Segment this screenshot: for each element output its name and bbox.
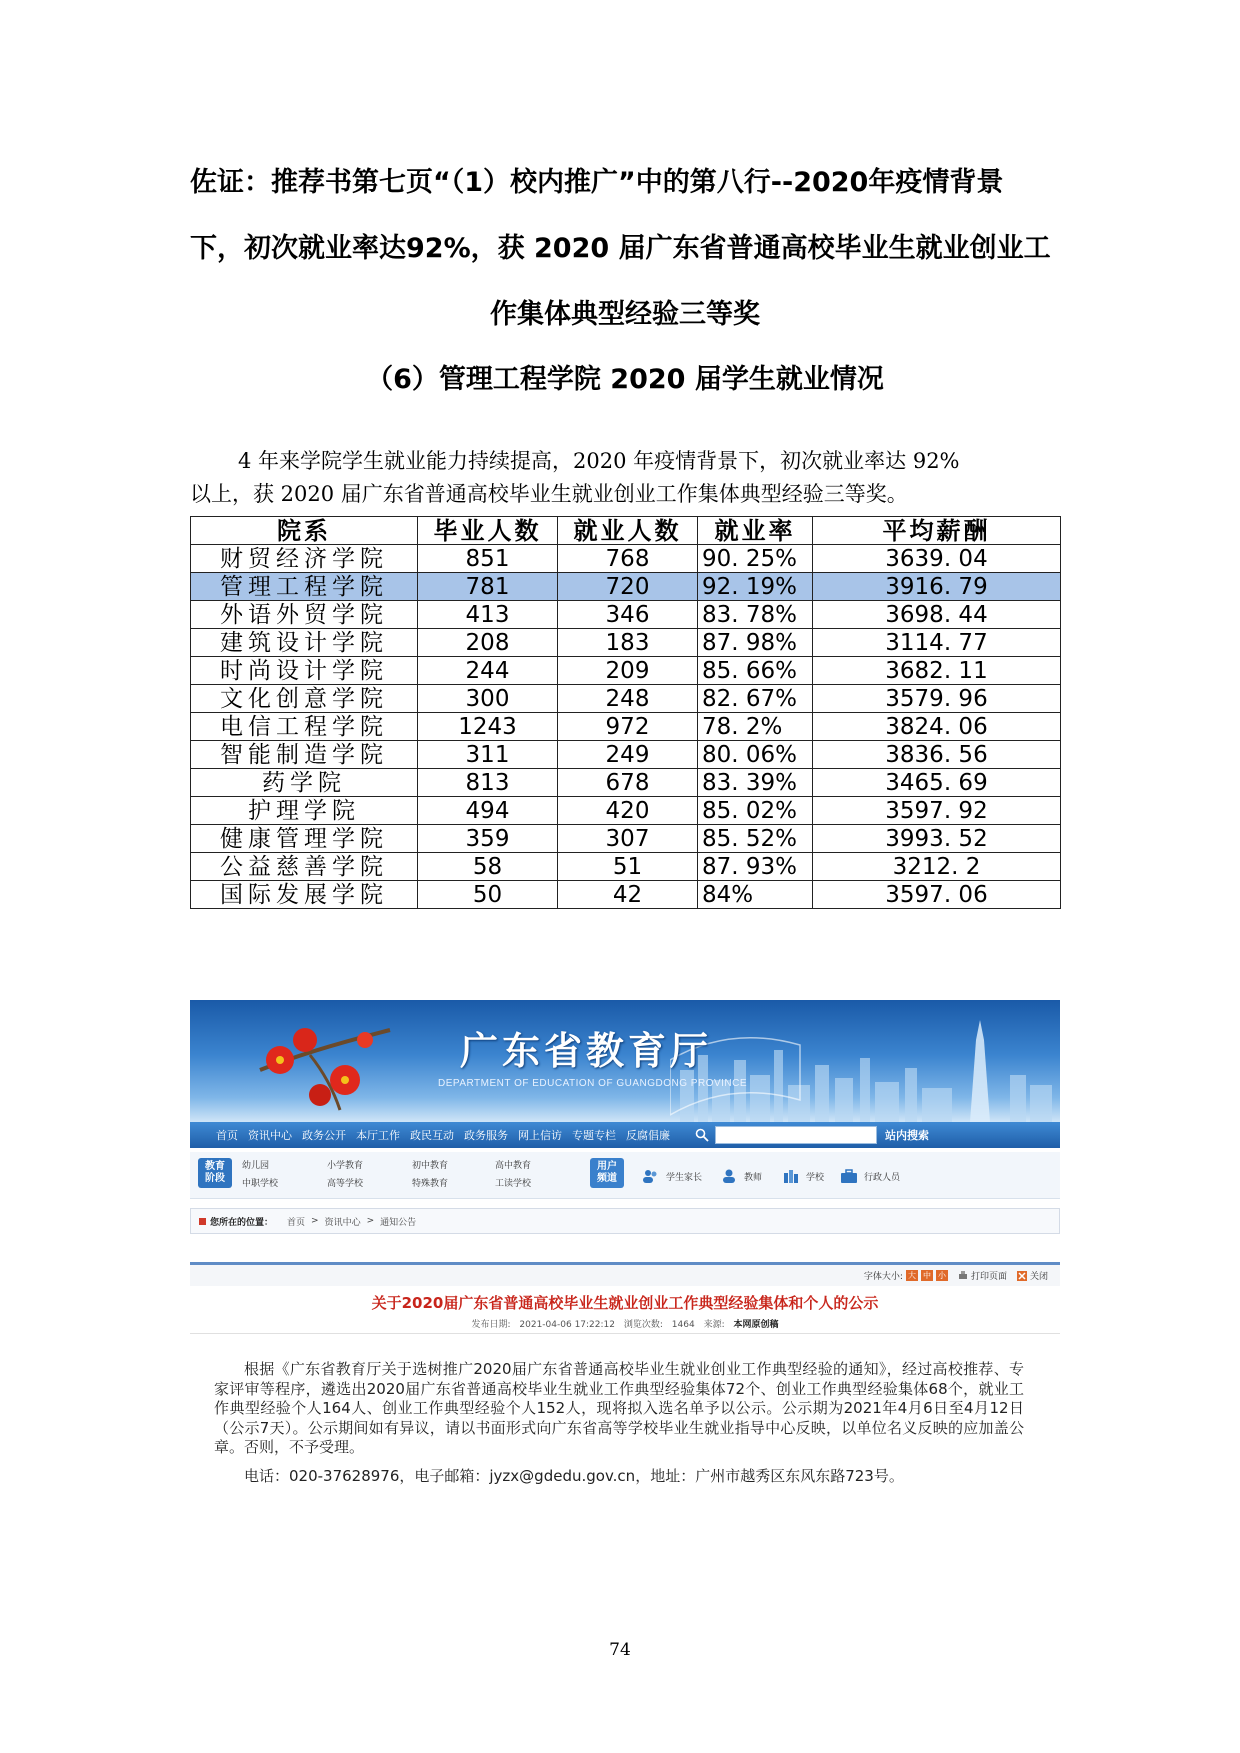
cell-graduates: 781 [418, 573, 558, 601]
search-icon[interactable] [695, 1128, 709, 1142]
table-row [191, 685, 1061, 713]
cell-college: 时尚设计学院 [191, 657, 418, 685]
cell-employment-rate: 82. 67% [698, 685, 813, 713]
font-size-label: 字体大小: [863, 1272, 903, 1282]
cell-average-salary: 3597. 06 [813, 881, 1061, 909]
header-average-salary: 平均薪酬 [813, 517, 1061, 545]
header-graduates: 毕业人数 [418, 517, 558, 545]
site-subtitle: DEPARTMENT OF EDUCATION OF GUANGDONG PROVINCE [438, 1078, 748, 1089]
cell-employed: 720 [558, 573, 698, 601]
cell-college: 药学院 [191, 769, 418, 797]
table-row [191, 769, 1061, 797]
cell-employed: 420 [558, 797, 698, 825]
cell-average-salary: 3579. 96 [813, 685, 1061, 713]
chevron-right-icon: > [366, 1216, 375, 1226]
nav-dept-work[interactable]: 本厅工作 [356, 1129, 400, 1142]
cell-average-salary: 3597. 92 [813, 797, 1061, 825]
font-size-small-button[interactable]: 小 [937, 1271, 946, 1280]
cell-graduates: 413 [418, 601, 558, 629]
font-size-medium-button[interactable]: 中 [922, 1271, 931, 1280]
cell-average-salary: 3698. 44 [813, 601, 1061, 629]
role-parents-label: 学生家长 [666, 1172, 703, 1183]
breadcrumb-bar [190, 1208, 1060, 1234]
cell-graduates: 244 [418, 657, 558, 685]
cell-average-salary: 3836. 56 [813, 741, 1061, 769]
nav-home[interactable]: 首页 [216, 1129, 238, 1142]
nav-anticorruption[interactable]: 反腐倡廉 [626, 1129, 670, 1142]
cell-employment-rate: 85. 66% [698, 657, 813, 685]
link-kindergarten[interactable]: 幼儿园 [242, 1161, 270, 1171]
cell-employment-rate: 78. 2% [698, 713, 813, 741]
breadcrumb-notices[interactable]: 通知公告 [380, 1217, 417, 1228]
link-junior-high[interactable]: 初中教育 [412, 1161, 449, 1171]
table-header-row [191, 517, 1061, 545]
city-skyline-icon [670, 1020, 1060, 1122]
close-button[interactable]: 关闭 [1029, 1272, 1048, 1282]
cell-college: 财贸经济学院 [191, 545, 418, 573]
cell-average-salary: 3916. 79 [813, 573, 1061, 601]
cell-average-salary: 3682. 11 [813, 657, 1061, 685]
nav-gov-affairs[interactable]: 政务公开 [302, 1129, 346, 1142]
table-row [191, 657, 1061, 685]
users-icon [642, 1169, 660, 1183]
cell-employment-rate: 87. 98% [698, 629, 813, 657]
user-channel-tag: 用户 频道 [590, 1158, 624, 1188]
link-primary-education[interactable]: 小学教育 [327, 1161, 364, 1171]
link-vocational-school[interactable]: 中职学校 [242, 1179, 279, 1189]
cell-employment-rate: 90. 25% [698, 545, 813, 573]
site-banner [190, 1000, 1060, 1122]
table-row [191, 601, 1061, 629]
cell-employment-rate: 92. 19% [698, 573, 813, 601]
cell-college: 外语外贸学院 [191, 601, 418, 629]
notice-title: 关于2020届广东省普通高校毕业生就业创业工作典型经验集体和个人的公示 [371, 1294, 879, 1312]
cell-college: 电信工程学院 [191, 713, 418, 741]
notice-paragraph-1: 根据《广东省教育厅关于选树推广2020届广东省普通高校毕业生就业创业工作典型经验的通知》，经过高校推荐、专家评审等程序，遴选出2020届广东省普通高校毕业生就业工作典型经验集体72个、创业工作典型经验集体68个，就业工作典型经验个人164人、创业工作典型经验个人152人，现将拟入选名单予以公示。公示期为2021年4月6日至4月12日（公示7天）。公示期间如有异议，请以书面形式向广东省高等学校毕业生就业指导中心反映，以单位名义反映的应加盖公章。否则，不予受理。 [214, 1360, 1024, 1456]
cell-employment-rate: 83. 39% [698, 769, 813, 797]
cell-college: 健康管理学院 [191, 825, 418, 853]
table-row [191, 853, 1061, 881]
site-search-button[interactable]: 站内搜索 [885, 1129, 929, 1142]
role-teachers-label: 教师 [744, 1172, 763, 1183]
section-title: （6）管理工程学院 2020 届学生就业情况 [366, 364, 884, 395]
cell-average-salary: 3824. 06 [813, 713, 1061, 741]
cell-employed: 249 [558, 741, 698, 769]
cell-employed: 248 [558, 685, 698, 713]
search-input[interactable] [715, 1126, 877, 1144]
cell-college: 建筑设计学院 [191, 629, 418, 657]
header-employed: 就业人数 [558, 517, 698, 545]
cell-employment-rate: 80. 06% [698, 741, 813, 769]
cell-graduates: 851 [418, 545, 558, 573]
cell-graduates: 300 [418, 685, 558, 713]
cell-college: 国际发展学院 [191, 881, 418, 909]
intro-line-2: 以上，获 2020 届广东省普通高校毕业生就业创业工作集体典型经验三等奖。 [190, 482, 908, 506]
table-row [191, 629, 1061, 657]
school-icon [782, 1169, 800, 1183]
cell-graduates: 50 [418, 881, 558, 909]
cell-average-salary: 3993. 52 [813, 825, 1061, 853]
cell-graduates: 494 [418, 797, 558, 825]
heading-line-1: 佐证：推荐书第七页“（1）校内推广”中的第八行--2020年疫情背景 [190, 167, 1004, 198]
role-schools-label: 学校 [806, 1172, 825, 1183]
header-college: 院系 [191, 517, 418, 545]
cell-average-salary: 3212. 2 [813, 853, 1061, 881]
cell-graduates: 208 [418, 629, 558, 657]
nav-topics[interactable]: 专题专栏 [572, 1129, 616, 1142]
cell-employment-rate: 83. 78% [698, 601, 813, 629]
intro-line-1: 4 年来学院学生就业能力持续提高，2020 年疫情背景下，初次就业率达 92% [238, 449, 960, 473]
table-row [191, 573, 1061, 601]
cell-employed: 183 [558, 629, 698, 657]
cell-employed: 768 [558, 545, 698, 573]
cell-employed: 346 [558, 601, 698, 629]
cell-employed: 51 [558, 853, 698, 881]
role-administrators[interactable] [840, 1169, 900, 1183]
role-administrators-label: 行政人员 [864, 1172, 901, 1183]
kapok-flower-icon [250, 1010, 400, 1120]
close-icon [1017, 1271, 1027, 1281]
link-special-education[interactable]: 特殊教育 [412, 1179, 449, 1189]
main-nav [190, 1122, 1060, 1148]
channel-bar [190, 1152, 1060, 1199]
table-row [191, 825, 1061, 853]
location-label: 您所在的位置： [210, 1217, 274, 1228]
cell-graduates: 58 [418, 853, 558, 881]
cell-college: 管理工程学院 [191, 573, 418, 601]
cell-average-salary: 3639. 04 [813, 545, 1061, 573]
publish-date-label: 发布日期: [471, 1320, 511, 1330]
cell-employment-rate: 85. 02% [698, 797, 813, 825]
notice-paragraph-2: 电话：020-37628976，电子邮箱：jyzx@gdedu.gov.cn，地址：广州市越秀区东风东路723号。 [244, 1466, 904, 1485]
cell-graduates: 1243 [418, 713, 558, 741]
cell-employed: 307 [558, 825, 698, 853]
cell-average-salary: 3465. 69 [813, 769, 1061, 797]
table-row [191, 881, 1061, 909]
role-teachers[interactable] [720, 1169, 762, 1183]
print-icon [958, 1271, 968, 1281]
link-work-study-school[interactable]: 工读学校 [495, 1179, 532, 1189]
heading-line-3: 作集体典型经验三等奖 [490, 299, 760, 330]
notice-body [214, 1360, 1024, 1495]
site-title: 广东省教育厅 [460, 1029, 713, 1073]
divider [190, 1333, 1060, 1334]
table-row [191, 741, 1061, 769]
print-button[interactable]: 打印页面 [970, 1272, 1007, 1282]
nav-interaction[interactable]: 政民互动 [410, 1129, 454, 1142]
cell-employment-rate: 85. 52% [698, 825, 813, 853]
font-size-large-button[interactable]: 大 [907, 1271, 916, 1280]
cell-graduates: 359 [418, 825, 558, 853]
briefcase-icon [840, 1169, 858, 1183]
nav-news[interactable]: 资讯中心 [248, 1129, 292, 1142]
role-schools[interactable] [782, 1169, 824, 1183]
cell-employed: 209 [558, 657, 698, 685]
notice-meta [190, 1317, 1060, 1330]
cell-employed: 42 [558, 881, 698, 909]
article-toolbar [190, 1262, 1060, 1286]
heading-line-2: 下，初次就业率达92%，获 2020 届广东省普通高校毕业生就业创业工 [190, 233, 1051, 264]
link-senior-high[interactable]: 高中教育 [495, 1161, 532, 1171]
cell-college: 护理学院 [191, 797, 418, 825]
chevron-right-icon: > [311, 1216, 319, 1226]
education-stage-tag: 教育 阶段 [198, 1158, 232, 1188]
cell-graduates: 311 [418, 741, 558, 769]
source-value: 本网原创稿 [733, 1320, 779, 1330]
page-number: 74 [609, 1640, 631, 1660]
website-screenshot [190, 1000, 1060, 1555]
employment-table [190, 516, 1061, 909]
source-label: 来源: [703, 1320, 725, 1330]
nav-petition[interactable]: 网上信访 [518, 1129, 562, 1142]
breadcrumb-news[interactable]: 资讯中心 [324, 1217, 361, 1228]
location-marker-icon [199, 1218, 206, 1225]
cell-college: 公益慈善学院 [191, 853, 418, 881]
employment-table-container [190, 516, 1060, 909]
table-row [191, 545, 1061, 573]
nav-services[interactable]: 政务服务 [464, 1129, 508, 1142]
cell-employed: 678 [558, 769, 698, 797]
publish-date: 2021-04-06 17:22:12 [519, 1320, 615, 1330]
link-higher-education[interactable]: 高等学校 [327, 1179, 364, 1189]
table-row [191, 797, 1061, 825]
cell-average-salary: 3114. 77 [813, 629, 1061, 657]
cell-college: 智能制造学院 [191, 741, 418, 769]
teacher-icon [720, 1169, 738, 1183]
table-body [191, 545, 1061, 909]
cell-employment-rate: 87. 93% [698, 853, 813, 881]
cell-employed: 972 [558, 713, 698, 741]
header-employment-rate: 就业率 [698, 517, 813, 545]
cell-employment-rate: 84% [698, 881, 813, 909]
views-count: 1464 [671, 1320, 695, 1330]
role-parents[interactable] [642, 1169, 702, 1183]
cell-college: 文化创意学院 [191, 685, 418, 713]
views-label: 浏览次数: [623, 1320, 663, 1330]
table-row [191, 713, 1061, 741]
breadcrumb-home[interactable]: 首页 [287, 1217, 306, 1228]
cell-graduates: 813 [418, 769, 558, 797]
